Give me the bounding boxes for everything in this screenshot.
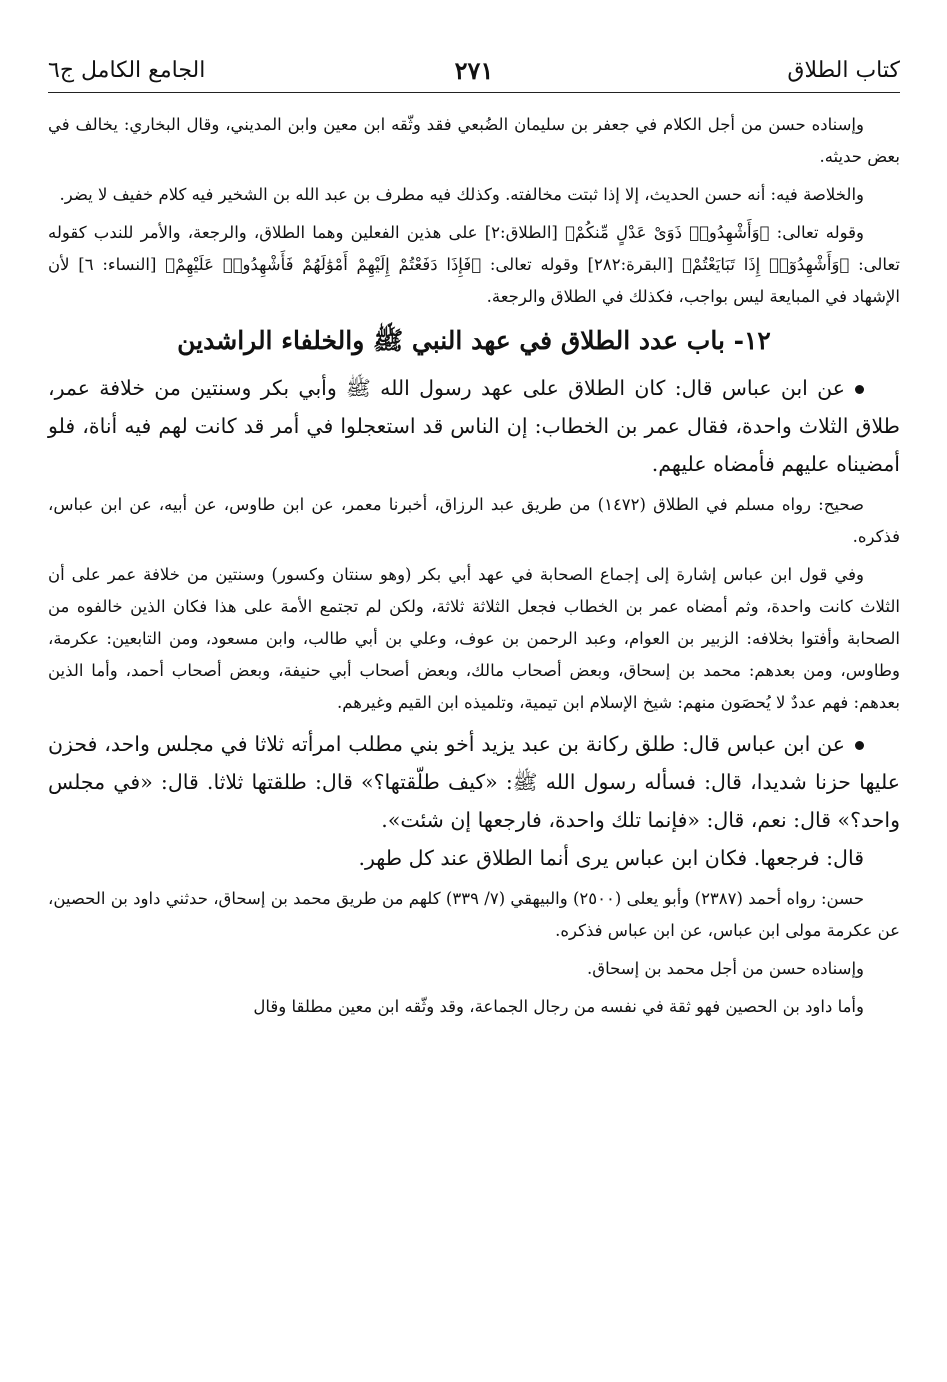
paragraph: حسن: رواه أحمد (٢٣٨٧) وأبو يعلى (٢٥٠٠) والبيهقي (٧/ ٣٣٩) كلهم من طريق محمد بن إسحاق، حدثني داود بن الحصين، عن عكرمة مولى ابن عباس، عن ابن عباس فذكره. — [48, 889, 900, 940]
paragraph: وفي قول ابن عباس إشارة إلى إجماع الصحابة في عهد أبي بكر (وهو سنتان وكسور) وسنتين من خلافة عمر على أن الثلاث كانت واحدة، وثم أمضاه عمر بن الخطاب فجعل الثلاثة ثلاثة، ولكن لم تجتمع الأمة على هذا فكان الذين خالفوه من الصحابة وأفتوا بخلافه: الزبير بن العوام، وعبد الرحمن بن عوف، وعلي بن أبي طالب، وابن مسعود، ومن التابعين: عكرمة، وطاوس، ومن بعدهم: محمد بن إسحاق، وبعض أصحاب مالك، وبعض أصحاب أبي حنيفة، وبعض أصحاب أحمد، وأما الذين بعدهم: فهم عددٌ لا يُحصَون منهم: شيخ الإسلام ابن تيمية، وتلميذه ابن القيم وغيرهم. — [48, 565, 900, 712]
hadith-text — [48, 369, 900, 483]
hadith-body: عن ابن عباس قال: كان الطلاق على عهد رسول الله ﷺ وأبي بكر وسنتين من خلافة عمر، طلاق الثلاث واحدة، فقال عمر بن الخطاب: إن الناس قد استعجلوا في أمر قد كانت لهم فيه أناة، فلو أمضيناه عليهم فأمضاه عليهم. — [48, 376, 900, 476]
book-title: الجامع الكامل ج٦ — [48, 58, 206, 83]
section-title: كتاب الطلاق — [787, 58, 900, 83]
book-page — [48, 52, 900, 1352]
paragraph: وإسناده حسن من أجل الكلام في جعفر بن سليمان الضُبعي فقد وثّقه ابن معين وابن المديني، وقال البخاري: يخالف في بعض حديثه. — [48, 115, 900, 166]
bullet-icon — [855, 385, 864, 394]
page-number: ٢٧١ — [454, 56, 494, 85]
page-body — [48, 109, 900, 1023]
paragraph: وإسناده حسن من أجل محمد بن إسحاق. — [587, 959, 864, 978]
hadith-body: عن ابن عباس قال: طلق ركانة بن عبد يزيد أخو بني مطلب امرأته ثلاثا في مجلس واحد، فحزن عليها حزنا شديدا، قال: فسأله رسول الله ﷺ: «كيف طلّقتها؟» قال: طلقتها ثلاثا. قال: «في مجلس واحد؟» قال: نعم، قال: «فإنما تلك واحدة، فارجعها إن شئت». — [48, 732, 900, 832]
paragraph: وأما داود بن الحصين فهو ثقة في نفسه من رجال الجماعة، وقد وثّقه ابن معين مطلقا وقال — [253, 997, 864, 1016]
chapter-heading: ١٢- باب عدد الطلاق في عهد النبي ﷺ والخلفاء الراشدين — [177, 326, 771, 355]
hadith-text: قال: فرجعها. فكان ابن عباس يرى أنما الطلاق عند كل طهر. — [358, 846, 864, 870]
page-header — [48, 52, 900, 93]
hadith-text — [48, 725, 900, 839]
paragraph: صحيح: رواه مسلم في الطلاق (١٤٧٢) من طريق عبد الرزاق، أخبرنا معمر، عن ابن طاوس، عن أبيه، عن ابن عباس، فذكره. — [48, 495, 900, 546]
paragraph: والخلاصة فيه: أنه حسن الحديث، إلا إذا ثبتت مخالفته. وكذلك فيه مطرف بن عبد الله بن الشخير فيه كلام خفيف لا يضر. — [59, 185, 864, 204]
paragraph: وقوله تعالى: ﴿وَأَشْهِدُوا۟ ذَوَىْ عَدْلٍ مِّنكُمْ﴾ [الطلاق:٢] على هذين الفعلين وهما الطلاق، والرجعة، والأمر للندب كقوله تعالى: ﴿وَأَشْهِدُوٓا۟ إِذَا تَبَايَعْتُمْ﴾ [البقرة:٢٨٢] وقوله تعالى: ﴿فَإِذَا دَفَعْتُمْ إِلَيْهِمْ أَمْوَٰلَهُمْ فَأَشْهِدُوا۟ عَلَيْهِمْ﴾ [النساء: ٦] لأن الإشهاد في المبايعة ليس بواجب، فكذلك في الطلاق والرجعة. — [48, 223, 900, 306]
bullet-icon — [855, 741, 864, 750]
